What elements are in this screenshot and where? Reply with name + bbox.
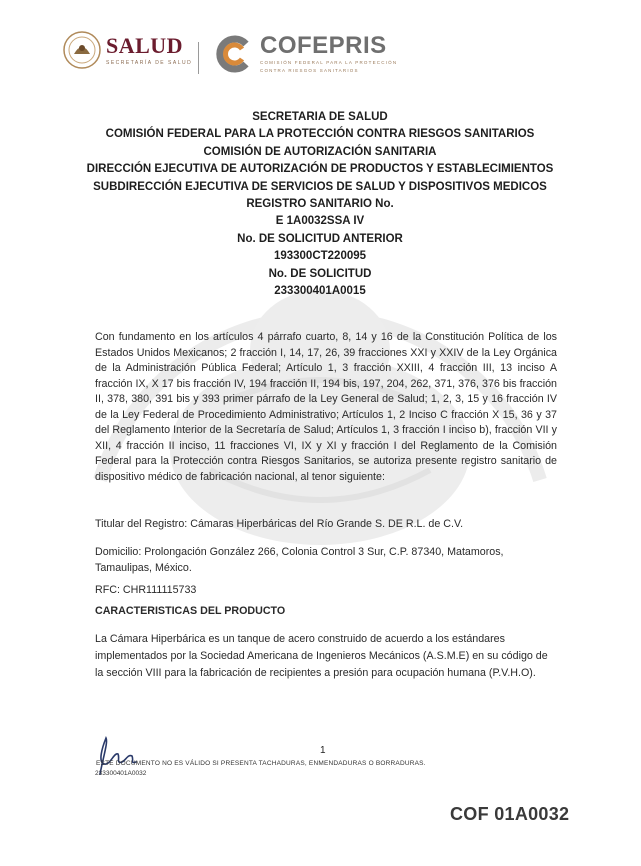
titular-registro: Titular del Registro: Cámaras Hiperbáricas del Río Grande S. DE R.L. de C.V.	[95, 518, 464, 530]
domicilio: Domicilio: Prolongación González 266, Colonia Control 3 Sur, C.P. 87340, Matamoros, Tamaulipas, México.	[95, 546, 504, 574]
page-number: 1	[320, 745, 326, 756]
header-line: COMISIÓN FEDERAL PARA LA PROTECCIÓN CONTRA RIESGOS SANITARIOS	[105, 128, 535, 141]
product-description: La Cámara Hiperbárica es un tanque de acero construido de acuerdo a los estándares implementados por la Sociedad Americana de Ingenieros Mecánicos (A.S.M.E) en su código de la sección VIII para la fabricación de recipientes a presión para ocupación humana (P.V.H.O).	[95, 633, 548, 679]
header-line: COMISIÓN DE AUTORIZACIÓN SANITARIA	[203, 145, 437, 158]
solicitud-number: 233300401A0015	[274, 285, 366, 298]
salud-logo-subtitle: SECRETARÍA DE SALUD	[106, 59, 193, 66]
logo-divider	[198, 42, 199, 74]
registro-number: E 1A0032SSA IV	[275, 215, 365, 228]
validity-note: ESTE DOCUMENTO NO ES VÁLIDO SI PRESENTA TACHADURAS, ENMENDADURAS O BORRADURAS.	[96, 760, 426, 767]
solicitud-label: No. DE SOLICITUD	[268, 267, 372, 280]
fundamento-paragraph: Con fundamento en los artículos 4 párrafo cuarto, 8, 14 y 16 de la Constitución Política de los Estados Unidos Mexicanos; 2 fracción I, 14, 17, 26, 39 fracciones XXI y XXIV de la Ley Orgánica de la Administración Pública Federal; Artículo 1, 3 fracción XXIII, 4 fracción III, 13 inciso A fracción IX, X 17 bis fracción IV, 194 fracción II, 194 bis, 197, 204, 262, 371, 376, 376 bis fracción II, 378, 380, 391 bis y 393 primer párrafo de la Ley General de Salud; 1, 2, 3, 15 y 16 fracción IV de la Ley Federal de Procedimiento Administrativo; Artículos 1, 2 Inciso C fracción X 15, 36 y 37 del Reglamento Interior de la Secretaría de Salud; Artículos 1, 3 fracción I inciso b), fracción VII y XII, 4 fracción II inciso, 11 fracciones VI, IX y XI y fracción I del Reglamento de la Comisión Federal para la Protección contra Riesgos Sanitarios, se autoriza presente registro sanitario de dispositivo médico de fabricación nacional, al tenor siguiente:	[95, 331, 557, 483]
header-line: SUBDIRECCIÓN EJECUTIVA DE SERVICIOS DE SALUD Y DISPOSITIVOS MEDICOS	[93, 180, 547, 193]
caracteristicas-heading: CARACTERISTICAS DEL PRODUCTO	[95, 605, 286, 617]
solicitud-anterior-number: 193300CT220095	[273, 250, 367, 263]
registro-label: REGISTRO SANITARIO No.	[246, 198, 394, 211]
cofepris-logo	[212, 32, 397, 76]
rfc: RFC: CHR111115733	[95, 584, 197, 596]
salud-logo-title: SALUD	[106, 32, 184, 58]
cofepris-logo-subtitle-1: COMISIÓN FEDERAL PARA LA PROTECCIÓN	[260, 60, 398, 65]
cofepris-mark-icon	[212, 32, 256, 76]
document-code: COF 01A0032	[450, 804, 570, 824]
cofepris-logo-subtitle-2: CONTRA RIESGOS SANITARIOS	[260, 68, 359, 73]
header-line: DIRECCIÓN EJECUTIVA DE AUTORIZACIÓN DE PRODUCTOS Y ESTABLECIMIENTOS	[86, 163, 554, 176]
solicitud-anterior-label: No. DE SOLICITUD ANTERIOR	[237, 232, 403, 245]
document-header	[60, 109, 580, 300]
footer-folio: 233300401A0032	[95, 770, 147, 777]
salud-seal-icon	[62, 30, 102, 70]
salud-logo	[62, 30, 192, 70]
cofepris-logo-title: COFEPRIS	[260, 32, 387, 59]
header-line: SECRETARIA DE SALUD	[252, 111, 388, 123]
